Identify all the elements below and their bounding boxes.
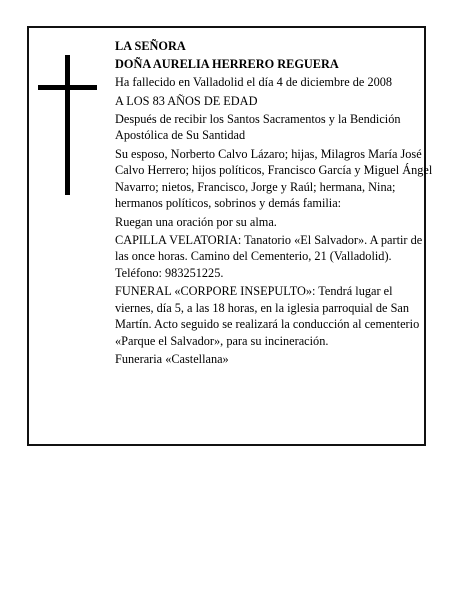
- funeral-home: Funeraria «Castellana»: [115, 352, 229, 367]
- cross-vertical-bar: [65, 55, 70, 195]
- chapel-info: CAPILLA VELATORIA: Tanatorio «El Salvador». A partir de las once horas. Camino del Cementerio, 21 (Valladolid). Teléfono: 983251225.: [115, 232, 423, 280]
- deceased-name: DOÑA AURELIA HERRERO REGUERA: [115, 57, 339, 72]
- prayer-request: Ruegan una oración por su alma.: [115, 214, 277, 229]
- age-line: A LOS 83 AÑOS DE EDAD: [115, 93, 258, 108]
- notice-title: LA SEÑORA: [115, 39, 186, 53]
- sacraments-line: Después de recibir los Santos Sacramentos y la Bendición Apostólica de Su Santidad: [115, 111, 401, 143]
- funeral-info: FUNERAL «CORPORE INSEPULTO»: Tendrá lugar el viernes, día 5, a las 18 horas, en la iglesia parroquial de San Martín. Acto seguido se realizará la conducción al cementerio «Parque el Salvador», para su incineración.: [115, 284, 420, 348]
- obituary-text: [115, 38, 433, 369]
- cross-horizontal-bar: [38, 85, 97, 90]
- death-announcement: Ha fallecido en Valladolid el día 4 de diciembre de 2008: [115, 75, 393, 90]
- family-list: Su esposo, Norberto Calvo Lázaro; hijas, Milagros María José Calvo Herrero; hijos políticos, Francisco García y Miguel Ángel Navarro; nietos, Francisco, Jorge y Raúl; hermana, Nina; hermanos políticos, sobrinos y demás familia:: [115, 146, 433, 211]
